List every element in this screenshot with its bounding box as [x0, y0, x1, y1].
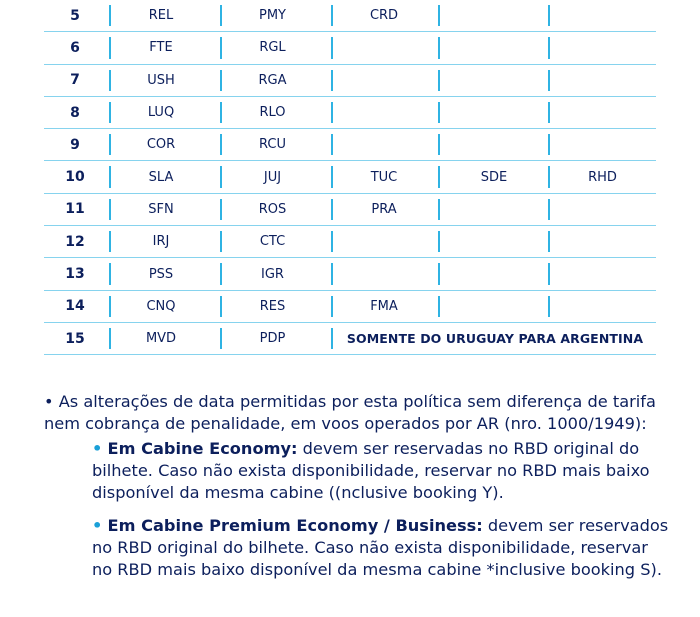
column-divider — [109, 231, 111, 252]
column-divider — [548, 231, 550, 252]
column-divider — [438, 37, 440, 58]
column-divider — [548, 166, 550, 187]
airport-code-cell: CTC — [259, 234, 286, 250]
airport-code-cell: JUJ — [263, 169, 282, 185]
airport-code-cell — [329, 32, 439, 63]
airport-code-cell — [439, 194, 549, 225]
table-row — [44, 226, 656, 258]
column-divider — [109, 328, 111, 349]
bullet-icon: • — [92, 516, 103, 535]
column-divider — [331, 263, 333, 284]
airport-code-cell — [439, 97, 549, 128]
row-number: 15 — [65, 330, 85, 347]
airport-code-cell: SLA — [148, 169, 174, 185]
column-divider — [220, 5, 222, 26]
airport-code-cell — [439, 258, 549, 289]
column-divider — [548, 5, 550, 26]
airport-code-cell — [549, 226, 656, 257]
row-number: 11 — [65, 201, 85, 218]
airport-code-cell: MVD — [145, 331, 177, 347]
note-item-lead: Em Cabine Premium Economy / Business: — [107, 516, 483, 535]
column-divider — [331, 37, 333, 58]
column-divider — [438, 5, 440, 26]
column-divider — [109, 166, 111, 187]
airport-code-cell — [329, 226, 439, 257]
airport-code-cell — [549, 291, 656, 322]
column-divider — [438, 102, 440, 123]
bullet-icon: • — [92, 439, 103, 458]
airport-code-cell: ROS — [258, 201, 287, 217]
column-divider — [220, 231, 222, 252]
column-divider — [109, 263, 111, 284]
airport-code-cell — [439, 291, 549, 322]
airport-code-cell — [549, 129, 656, 160]
span-note-cell: SOMENTE DO URUGUAY PARA ARGENTINA — [346, 331, 644, 347]
airport-code-cell — [439, 226, 549, 257]
table-row — [44, 323, 656, 355]
airport-code-cell — [439, 129, 549, 160]
airport-code-cell: RHD — [588, 169, 617, 185]
table-row — [44, 97, 656, 129]
row-number: 10 — [65, 169, 85, 186]
airport-code-cell: REL — [148, 8, 174, 24]
airport-code-cell: LUQ — [147, 105, 175, 121]
column-divider — [109, 5, 111, 26]
column-divider — [109, 199, 111, 220]
airport-code-cell: SFN — [148, 201, 174, 217]
column-divider — [220, 263, 222, 284]
column-divider — [548, 70, 550, 91]
airport-table — [44, 0, 656, 355]
column-divider — [438, 231, 440, 252]
column-divider — [220, 70, 222, 91]
airport-code-cell: COR — [146, 137, 176, 153]
table-row — [44, 194, 656, 226]
column-divider — [548, 134, 550, 155]
note-item-premium — [92, 515, 672, 581]
table-row — [44, 291, 656, 323]
airport-code-cell: RLO — [259, 105, 286, 121]
column-divider — [109, 134, 111, 155]
airport-code-cell: CRD — [369, 8, 399, 24]
column-divider — [438, 199, 440, 220]
airport-code-cell: IRJ — [152, 234, 170, 250]
column-divider — [438, 263, 440, 284]
column-divider — [331, 231, 333, 252]
airport-code-cell: PRA — [371, 201, 397, 217]
airport-code-cell: RCU — [259, 137, 286, 153]
column-divider — [548, 296, 550, 317]
row-number: 13 — [65, 266, 85, 283]
row-number: 7 — [70, 72, 80, 89]
column-divider — [220, 37, 222, 58]
notes-main — [44, 391, 674, 435]
row-number: 14 — [65, 298, 85, 315]
airport-code-cell — [329, 97, 439, 128]
notes-main-text: As alterações de data permitidas por esta política sem diferença de tarifa nem cobrança de penalidade, em voos operados por AR (nro. 1000/1949): — [44, 392, 656, 433]
column-divider — [331, 166, 333, 187]
note-item-lead: Em Cabine Economy: — [107, 439, 298, 458]
airport-code-cell — [549, 194, 656, 225]
table-row — [44, 161, 656, 193]
note-item-economy — [92, 438, 672, 504]
airport-code-cell: PMY — [259, 8, 286, 24]
note-item-text: devem ser reservados no RBD original do bilhete. Caso não exista disponibilidade, reservar no RBD mais baixo disponível da mesma cabine *inclusive booking S). — [92, 516, 669, 579]
column-divider — [109, 296, 111, 317]
column-divider — [548, 199, 550, 220]
airport-code-cell: RGA — [258, 72, 287, 88]
column-divider — [220, 328, 222, 349]
airport-code-cell — [549, 32, 656, 63]
airport-code-cell — [329, 129, 439, 160]
table-row — [44, 32, 656, 64]
airport-code-cell: TUC — [370, 169, 398, 185]
column-divider — [331, 328, 333, 349]
airport-code-cell: CNQ — [146, 298, 176, 314]
airport-code-cell: FTE — [149, 40, 173, 56]
column-divider — [438, 296, 440, 317]
column-divider — [331, 296, 333, 317]
row-number: 9 — [70, 136, 80, 153]
airport-code-cell — [549, 97, 656, 128]
row-number: 12 — [65, 233, 85, 250]
airport-code-cell — [329, 65, 439, 96]
column-divider — [109, 102, 111, 123]
column-divider — [109, 37, 111, 58]
airport-code-cell: RGL — [259, 40, 286, 56]
airport-code-cell — [439, 32, 549, 63]
bullet-icon: • — [44, 392, 54, 411]
airport-code-cell — [549, 258, 656, 289]
column-divider — [548, 263, 550, 284]
row-number: 6 — [70, 39, 80, 56]
column-divider — [331, 102, 333, 123]
airport-code-cell: SDE — [480, 169, 508, 185]
column-divider — [331, 5, 333, 26]
table-row — [44, 258, 656, 290]
airport-code-cell — [329, 258, 439, 289]
airport-code-cell — [439, 0, 549, 31]
column-divider — [331, 199, 333, 220]
table-row — [44, 65, 656, 97]
note-item-text: devem ser reservadas no RBD original do bilhete. Caso não exista disponibilidade, reservar no RBD mais baixo disponível da mesma cabine ((nclusive booking Y). — [92, 439, 650, 502]
row-number: 5 — [70, 7, 80, 24]
column-divider — [548, 37, 550, 58]
column-divider — [109, 70, 111, 91]
column-divider — [438, 70, 440, 91]
column-divider — [331, 134, 333, 155]
airport-code-cell: USH — [147, 72, 175, 88]
airport-code-cell: PSS — [148, 266, 174, 282]
column-divider — [220, 296, 222, 317]
table-row — [44, 129, 656, 161]
row-number: 8 — [70, 104, 80, 121]
column-divider — [220, 166, 222, 187]
table-row — [44, 0, 656, 32]
airport-code-cell — [439, 65, 549, 96]
column-divider — [438, 166, 440, 187]
airport-code-cell — [549, 65, 656, 96]
column-divider — [331, 70, 333, 91]
airport-code-cell — [549, 0, 656, 31]
column-divider — [438, 134, 440, 155]
column-divider — [220, 199, 222, 220]
column-divider — [548, 102, 550, 123]
column-divider — [220, 134, 222, 155]
airport-code-cell: FMA — [370, 298, 398, 314]
airport-code-cell: PDP — [259, 331, 286, 347]
airport-code-cell: IGR — [261, 266, 284, 282]
column-divider — [220, 102, 222, 123]
airport-code-cell: RES — [259, 298, 286, 314]
